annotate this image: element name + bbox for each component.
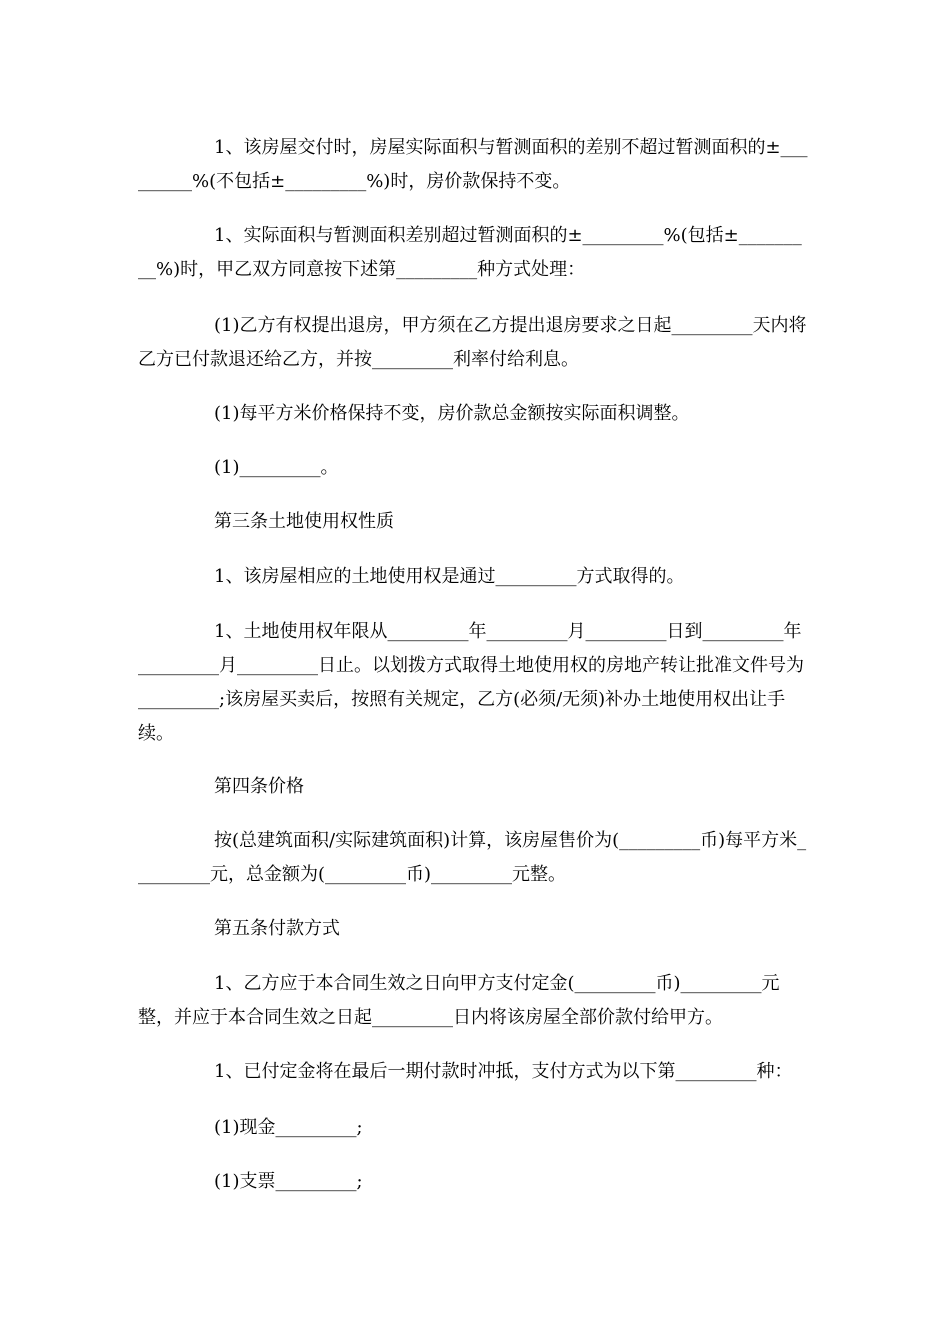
paragraph-price: 按(总建筑面积/实际建筑面积)计算，该房屋售价为(_________币)每平方米_________元，总金额为(_________币)_________元整。 bbox=[138, 830, 807, 885]
paragraph-refund-option: (1)乙方有权提出退房，甲方须在乙方提出退房要求之日起_________天内将乙方已付款退还给乙方，并按_________利率付给利息。 bbox=[138, 315, 807, 370]
paragraph-land-acquisition: 1、该房屋相应的土地使用权是通过_________方式取得的。 bbox=[214, 566, 685, 587]
paragraph-land-term: 1、土地使用权年限从_________年_________月_________日到_________年_________月_________日止。以划拨方式取得土地使用权的房地产转让批准文件号为_________;该房屋买卖后，按照有关规定，乙方(必须/无须)补办土地使用权出让手续。 bbox=[138, 621, 804, 744]
paragraph-cash: (1)现金_________; bbox=[214, 1117, 363, 1138]
paragraph-deposit: 1、乙方应于本合同生效之日向甲方支付定金(_________币)_________元整，并应于本合同生效之日起_________日内将该房屋全部价款付给甲方。 bbox=[138, 973, 780, 1028]
paragraph-area-tolerance: 1、该房屋交付时，房屋实际面积与暂测面积的差别不超过暂测面积的±_________%(不包括±_________%)时，房价款保持不变。 bbox=[138, 137, 808, 192]
paragraph-check: (1)支票_________; bbox=[214, 1171, 363, 1192]
heading-article-5: 第五条付款方式 bbox=[214, 918, 340, 939]
paragraph-price-adjust-option: (1)每平方米价格保持不变，房价款总金额按实际面积调整。 bbox=[214, 403, 690, 424]
paragraph-other-option: (1)_________。 bbox=[214, 457, 339, 478]
paragraph-payment-method: 1、已付定金将在最后一期付款时冲抵，支付方式为以下第_________种： bbox=[214, 1061, 793, 1082]
heading-article-4: 第四条价格 bbox=[214, 776, 304, 797]
paragraph-area-excess: 1、实际面积与暂测面积差别超过暂测面积的±_________%(包括±_________%)时，甲乙双方同意按下述第_________种方式处理： bbox=[138, 225, 802, 280]
heading-article-3: 第三条土地使用权性质 bbox=[214, 511, 394, 532]
